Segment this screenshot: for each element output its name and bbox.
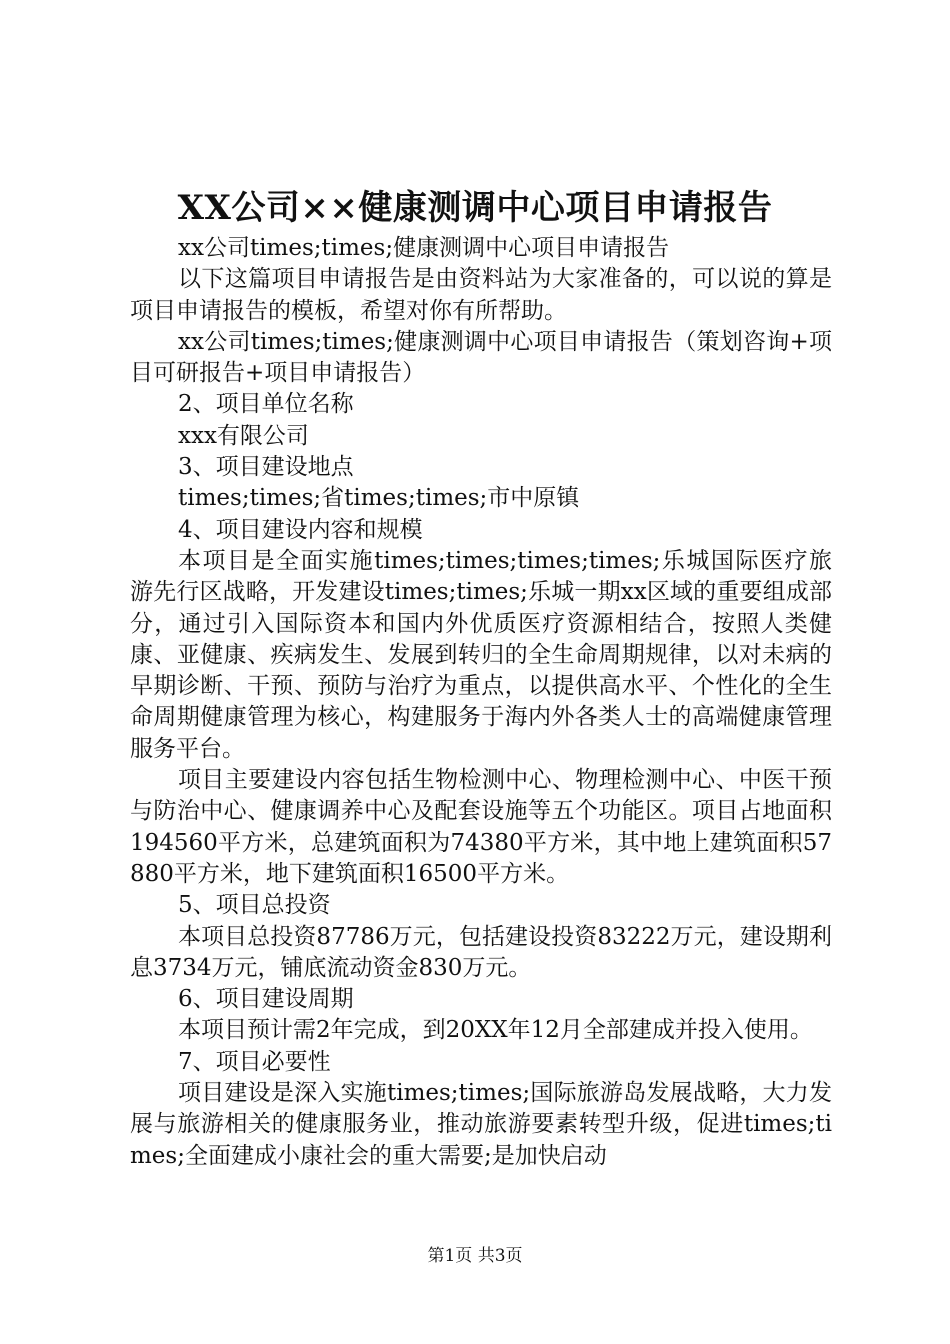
paragraph: 项目主要建设内容包括生物检测中心、物理检测中心、中医干预与防治中心、健康调养中心及配套设施等五个功能区。项目占地面积194560平方米，总建筑面积为74380平方米，其中地上建筑面积57880平方米，地下建筑面积16500平方米。	[130, 767, 832, 887]
section-heading: 3、项目建设地点	[178, 454, 354, 481]
section-heading: 5、项目总投资	[178, 892, 331, 919]
paragraph: xxx有限公司	[178, 422, 309, 449]
paragraph: 项目建设是深入实施times;times;国际旅游岛发展战略，大力发展与旅游相关的健康服务业，推动旅游要素转型升级，促进times;times;全面建成小康社会的重大需要;是加快启动	[130, 1080, 832, 1169]
paragraph: 本项目预计需2年完成，到20XX年12月全部建成并投入使用。	[178, 1017, 813, 1044]
paragraph: xx公司times;times;健康测调中心项目申请报告	[178, 235, 670, 261]
paragraph: 本项目总投资87786万元，包括建设投资83222万元，建设期利息3734万元，铺底流动资金830万元。	[130, 923, 832, 981]
section-heading: 2、项目单位名称	[178, 391, 354, 418]
page-footer: 第1页 共3页	[427, 1246, 523, 1266]
section-heading: 7、项目必要性	[178, 1048, 331, 1075]
paragraph: times;times;省times;times;市中原镇	[178, 485, 580, 512]
paragraph: xx公司times;times;健康测调中心项目申请报告（策划咨询+项目可研报告+项目申请报告）	[130, 328, 832, 387]
document-title: XX公司××健康测调中心项目申请报告	[177, 188, 773, 228]
paragraph: 本项目是全面实施times;times;times;times;乐城国际医疗旅游先行区战略，开发建设times;times;乐城一期xx区域的重要组成部分，通过引入国际资本和国内外优质医疗资源相结合，按照人类健康、亚健康、疾病发生、发展到转归的全生命周期规律，以对未病的早期诊断、干预、预防与治疗为重点，以提供高水平、个性化的全生命周期健康管理为核心，构建服务于海内外各类人士的高端健康管理服务平台。	[130, 547, 832, 762]
section-heading: 6、项目建设周期	[178, 986, 354, 1013]
paragraph: 以下这篇项目申请报告是由资料站为大家准备的，可以说的算是项目申请报告的模板，希望对你有所帮助。	[130, 266, 832, 324]
section-heading: 4、项目建设内容和规模	[178, 516, 423, 543]
document-body	[130, 233, 832, 1172]
